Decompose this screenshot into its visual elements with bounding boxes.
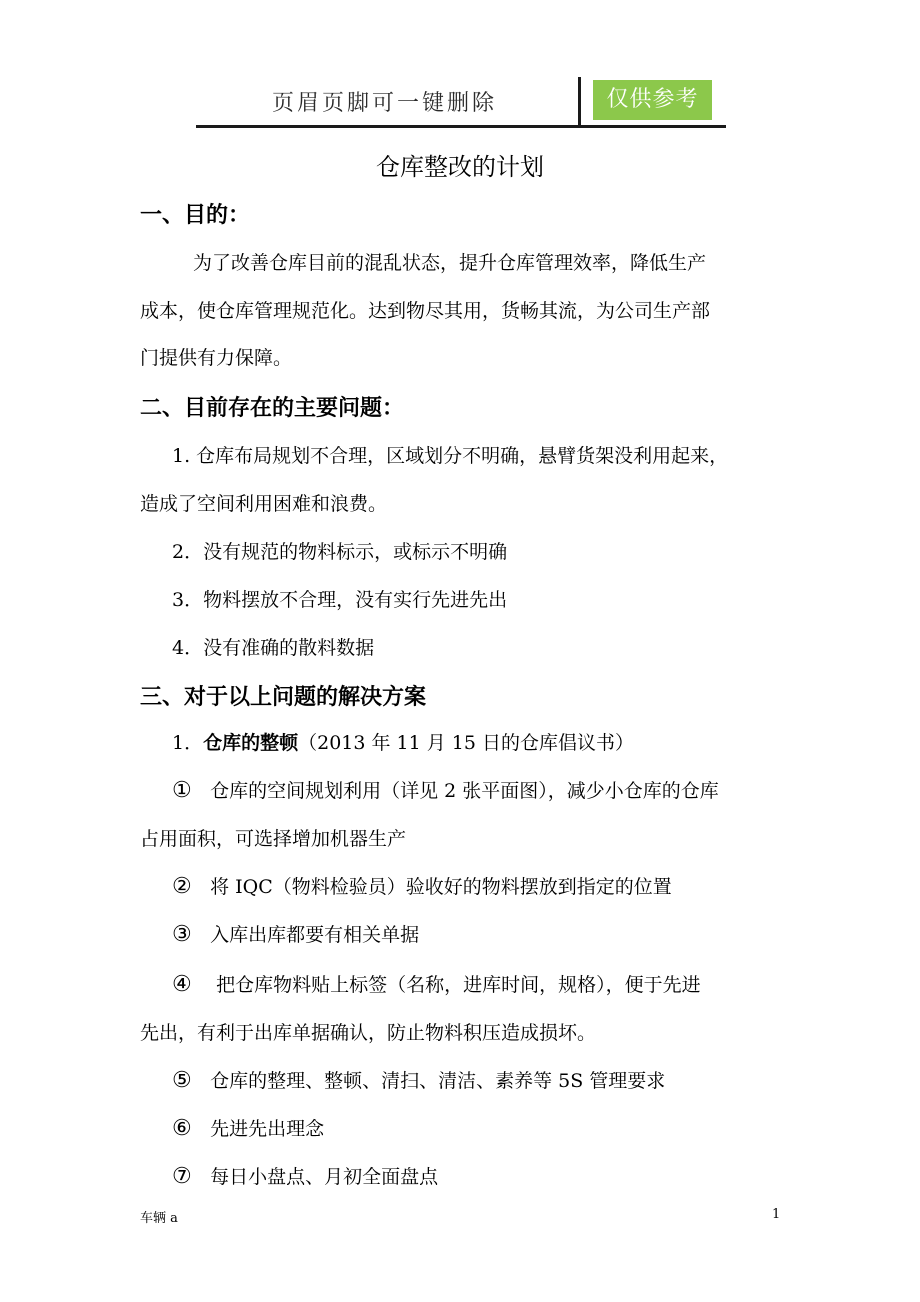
solution-item-1 bbox=[172, 776, 719, 803]
section-heading-solutions: 三、对于以上问题的解决方案 bbox=[140, 685, 427, 710]
reference-only-badge: 仅供参考 bbox=[593, 80, 712, 120]
header-divider bbox=[578, 77, 581, 127]
solution-item-5 bbox=[172, 1066, 665, 1093]
solution-item-text: 把仓库物料贴上标签（名称，进库时间，规格），便于先进 bbox=[216, 974, 701, 996]
header-text: 页眉页脚可一键删除 bbox=[272, 91, 498, 116]
solution-item-text: 仓库的整理、整顿、清扫、清洁、素养等 5S 管理要求 bbox=[210, 1070, 666, 1092]
problem-item-4: 4．没有准确的散料数据 bbox=[172, 637, 375, 659]
solution-sub-number: 1． bbox=[172, 732, 204, 754]
section-heading-problems: 二、目前存在的主要问题： bbox=[140, 396, 405, 421]
section-heading-purpose: 一、目的： bbox=[140, 203, 251, 228]
solution-item-3 bbox=[172, 920, 419, 947]
circled-number-3: ③ bbox=[172, 922, 192, 947]
solution-item-text: 每日小盘点、月初全面盘点 bbox=[210, 1166, 439, 1188]
circled-number-7: ⑦ bbox=[172, 1164, 192, 1189]
solution-item-text: 先进先出理念 bbox=[210, 1118, 325, 1140]
solution-item-7 bbox=[172, 1162, 438, 1189]
problem-item-3: 3．物料摆放不合理，没有实行先进先出 bbox=[172, 589, 508, 611]
circled-number-5: ⑤ bbox=[172, 1068, 192, 1093]
solution-item-text: 将 IQC（物料检验员）验收好的物料摆放到指定的位置 bbox=[210, 876, 672, 898]
paragraph-line: 门提供有力保障。 bbox=[140, 347, 293, 369]
solution-item-text: 仓库的空间规划利用（详见 2 张平面图），减少小仓库的仓库 bbox=[210, 780, 719, 802]
paragraph-line: 成本，使仓库管理规范化。达到物尽其用，货畅其流，为公司生产部 bbox=[140, 300, 711, 322]
circled-number-4: ④ bbox=[172, 972, 192, 997]
document-title: 仓库整改的计划 bbox=[376, 153, 544, 181]
solution-item-4 bbox=[172, 970, 701, 997]
footer-text: 车辆 a bbox=[140, 1211, 178, 1226]
solution-item-text: 入库出库都要有相关单据 bbox=[210, 924, 420, 946]
page-number: 1 bbox=[772, 1207, 781, 1222]
solution-subheading bbox=[172, 728, 634, 755]
solution-item-1-cont: 占用面积，可选择增加机器生产 bbox=[140, 828, 407, 850]
header-rule bbox=[196, 125, 726, 128]
circled-number-2: ② bbox=[172, 874, 192, 899]
problem-item-2: 2．没有规范的物料标示，或标示不明确 bbox=[172, 541, 508, 563]
solution-item-2 bbox=[172, 872, 672, 899]
paragraph-line: 为了改善仓库目前的混乱状态，提升仓库管理效率，降低生产 bbox=[193, 252, 707, 274]
solution-sub-title: 仓库的整顿 bbox=[203, 732, 299, 754]
problem-item-1: 1. 仓库布局规划不合理，区域划分不明确，悬臂货架没利用起来， bbox=[172, 445, 729, 467]
problem-item-1-cont: 造成了空间利用困难和浪费。 bbox=[140, 493, 388, 515]
solution-sub-note: （2013 年 11 月 15 日的仓库倡议书） bbox=[298, 732, 635, 754]
solution-item-6 bbox=[172, 1114, 324, 1141]
solution-item-4-cont: 先出，有利于出库单据确认，防止物料积压造成损坏。 bbox=[140, 1022, 597, 1044]
circled-number-1: ① bbox=[172, 778, 192, 803]
circled-number-6: ⑥ bbox=[172, 1116, 192, 1141]
